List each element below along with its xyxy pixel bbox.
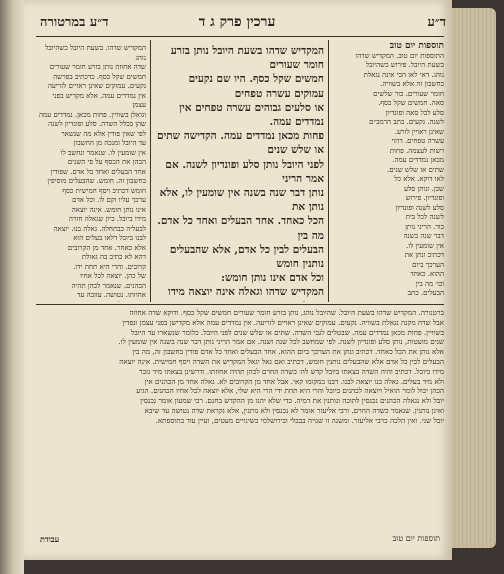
bartenura-line: יובל ולא נגאלה הכהנים נכנסין לתוכה ונותנין את דמיה. כדי שלא יהנו מן ההקדש בחנם. רבי שמעון אומר נכנסין [140, 396, 444, 406]
tosafot-line: שאינן ראויין לזרע. [394, 127, 444, 136]
tosafot-line: הבעלים. כתב [407, 289, 444, 297]
bottom-section-rule [36, 304, 444, 305]
header-rule [36, 36, 444, 37]
mishnah-line: חמשים שקל כסף. היו שם נקעים עמוקים עשרה טפחים [188, 73, 324, 100]
rashi-line: אחד הבעלים ואחד כל אדם. שפודין [50, 167, 146, 176]
column-rule-left [150, 40, 151, 302]
tosafot-line: בשעת היובל. פירוש כשהיובל [365, 61, 444, 69]
tosafot-line: רשות לעצמה. פחות [389, 146, 444, 155]
tosafot-line: שתים או שלש שנים. [387, 165, 444, 174]
page-title: ערכין פרק ג ד [198, 14, 276, 30]
tosafot-commentary [334, 42, 444, 300]
bartenura-lines [38, 308, 444, 426]
tosafot-label: תוספות יום טוב [389, 42, 444, 51]
rashi-line: שדה אחוזה נותן בזרע חומר שעורים [49, 63, 146, 71]
rashi-line: נקעים. עמוקים שאינן ראויים לזריעה [47, 82, 146, 90]
bartenura-line: הכהן יכול לומר הואיל ויוצאה לכהנים ביובל והרי היא תחת ידי הרי היא שלי, אלא יוצאה לכל אחיו הכהנים. הגיע [136, 386, 444, 396]
mishnah-line: המקדיש שדהו וגאלה אינה יוצאה מידו [168, 286, 324, 299]
tosafot-line: הערכך ביום [412, 260, 444, 269]
bartenura-commentary [38, 308, 444, 530]
tosafot-line: שכן. ונותן סלע [404, 184, 444, 193]
bartenura-line: בשוויין. פחות מכאן נמדדים עמה. שבטלים לגבי השדה. שתים או שלש שנים לפני היובל. כלומר שנשארו עד היובל [130, 327, 444, 337]
tosafot-line: לאו דוקא. אלא כל [394, 175, 444, 183]
rashi-line: הכהנים. שנאמר לכהן תהיה [71, 281, 146, 290]
rashi-line: קרובים. והרי היא תחת ידו. [73, 262, 146, 271]
rashi-line: אינו נותן חומש. אינה יוצאה [71, 205, 146, 214]
rashi-lines [38, 44, 146, 302]
rashi-line: של כהן. יוצאה לכל אחיו [79, 272, 146, 280]
tosafot-line: דבר שנה בשנה [403, 232, 444, 240]
tosafot-line: חומר שעורים. כור שלשים [373, 89, 444, 98]
rashi-line: לפי שאין פודין אלא מה שנשאר [61, 129, 146, 138]
rashi-line: ערכך עליו וקם לו. וכל אדם [72, 196, 146, 204]
tosafot-line: בחשבון זה אלא בשוויה. [380, 80, 444, 88]
mishnah-line: המקדיש שדהו בשעת היובל נותן בזרע חומר שעורים [170, 45, 324, 72]
footer-mark: תוספות יום טוב [392, 534, 440, 543]
bartenura-line: יובל שני. ואין הלכה כרבי אליעזר. ומשנה זו שנויה בבבלי ובירושלמי בשינויים מעטים, ועיין עוד בתוספתא. [155, 415, 444, 425]
tosafot-line: וכו׳ מה בין [415, 279, 444, 288]
facing-page-margin [0, 0, 24, 574]
rashi-commentary [38, 44, 146, 302]
header-left: ד״ע במרטורה [40, 15, 109, 30]
rashi-line [38, 301, 146, 303]
tosafot-line: עשרה טפחים. דהוי [391, 137, 444, 145]
rashi-line: חמשים שקל כסף. כדכתיב בפרשה [53, 72, 146, 81]
rashi-line: אלא כאחר. אחד מן הקרובים [67, 243, 146, 252]
tosafot-line: סאה. חמשים שקל כסף. [378, 99, 444, 107]
mishnah-line: נותן דבר שנה בשנה אין שומעין לו, אלא נותן את [159, 187, 324, 214]
bartenura-line: ולא מיד בעלים. גאלה בנו יוצאה לבנו. דבנו במקומו קאי. אבל אחד מן הקרובים לא. גאלה אחד מן הכהנים אין [144, 376, 444, 386]
rashi-line: אין נמדדים עמה. אלא מקדיש בפני עצמן [52, 91, 146, 109]
mishnah-lines [156, 44, 324, 302]
rashi-line: אחוזתו. נטושה. עזובה עד [77, 291, 146, 299]
bartenura-line: אבל שדה מקנה נגאלת בשוויה. נקעים. עמוקים שאינן ראויים לזריעה. אין נמדדים עמה אלא מקדישן בפני עצמן ונפדין [122, 317, 444, 327]
mishnah-line: וכל אדם אינו נותן חומש: [221, 272, 324, 285]
mishnah-line: או סלעים גבוהים עשרה טפחים אין נמדדים עמה. [179, 101, 324, 129]
bartenura-line: ברטנורה. המקדיש שדהו בשעת היובל. שהיובל נוהג, נותן בזרע חומר שעורים חמשים שקל כסף. ודוקא שדה אחוזה [129, 308, 444, 317]
tosafot-line: לשנה לכל בית [405, 213, 444, 221]
bartenura-line: אלא נותן את הכל כאחד. דכתיב ונתן את הערכך ביום ההוא. אחד הבעלים ואחד כל אדם פודין בחשבון זה, מה בין [132, 347, 444, 357]
bartenura-line: מידו ביובל. דכתיב והיה השדה בצאתו ביובל קדש לה׳ כשדה החרם לכהן תהיה אחוזתו. ודרשינן בצאתו מיד גזבר [138, 366, 444, 376]
tosafot-line: לשנה. נקעים. כתב הרמב״ם [369, 118, 444, 126]
catchword: עבודת [40, 534, 60, 544]
bartenura-line: ואינן נותנין. שנאמר כשדה החרם. ורבי אליעזר אומר לא נכנסין ולא נותנין, אלא נקראת שדה נטושה עד שיבא [144, 405, 444, 415]
tosafot-line: סלע לשנה ופונדיון [395, 203, 444, 212]
tosafot-line: כור. הריני נותן [405, 222, 444, 231]
rashi-line: חומש דכתיב ויסף חמישית כסף [62, 186, 146, 195]
rashi-line: בחשבון זה. חומש. שהבעלים מוסיפין [47, 177, 146, 185]
tosafot-lines [334, 52, 444, 301]
tosafot-line: התוספות יום טוב. המקדיש שדהו [355, 51, 444, 60]
rashi-line: אין שומעין לו. שנאמר ונחשב לו [60, 148, 146, 157]
rashi-line: וגואלן בשוויין. פחות מכאן. נמדדים עמה [38, 110, 146, 119]
header-right: ד״ע [427, 15, 446, 30]
tosafot-line: ופונדיון. פירוש [405, 194, 444, 202]
bartenura-line: הבעלים לבין כל אדם אלא שהבעלים נותנין חומש, דכתיב ואם גאל יגאל המקדיש את השדה ויסף חמישית. אינה יוצאה [119, 356, 444, 366]
rashi-line: מידו ביובל. כיון שגאלה חזרה [68, 215, 146, 223]
rashi-line: דהא לא כתיב בה גאולת [81, 253, 146, 261]
tosafot-line: מכאן נמדדים עמה. [392, 156, 444, 164]
page-edges [452, 8, 496, 548]
rashi-line: הכהן את הכסף על פי השנים [67, 158, 146, 166]
rashi-line: שהן בכלל השדה. סלע ופונדיון לשנה [48, 120, 146, 128]
tosafot-line: אין שומעין לו. [405, 241, 444, 250]
rashi-line: עד היובל ומנכה מן החשבון [73, 139, 146, 147]
rashi-line: לבעליה כבתחלה. גאלה בנו. יוצאה [53, 224, 146, 233]
mishnah-line: הבעלים לבין כל אדם, אלא שהבעלים נותנין חומש [169, 243, 324, 271]
rashi-line: לבנו ביובל דלאו בעלים הוא [73, 234, 146, 242]
column-rule-right [328, 40, 329, 302]
tosafot-line: דכתיב ונתן את [404, 251, 444, 259]
mishnah-text [156, 44, 324, 302]
mishnah-line: לפני היובל נותן סלע ופונדיון לשנה. אם אמר הריני [165, 158, 324, 185]
bartenura-line: שנים מועטות, נותן סלע ופונדיון לשנה. לפי שמחשב לכל שנה ושנה. אם אמר הריני נותן דבר שנה בשנה אין שומעין לו. [118, 337, 444, 347]
tosafot-line: נוהג. דאי לאו הכי אינה נגאלת [363, 70, 444, 79]
tosafot-line [334, 299, 444, 301]
mishnah-line: הכל כאחד. אחד הבעלים ואחד כל אדם. מה בין [157, 215, 324, 242]
mishnah-line: פחות מכאן נמדדים עמה. הקדישה שתים או שלש שנים [156, 130, 324, 157]
tosafot-line: ההוא. כאחד [410, 270, 444, 278]
tosafot-line: סלע לכל סאה ופונדיון [385, 108, 444, 117]
rashi-line: המקדיש שדהו. בשעת היובל כשהיובל נוהג [45, 44, 146, 62]
